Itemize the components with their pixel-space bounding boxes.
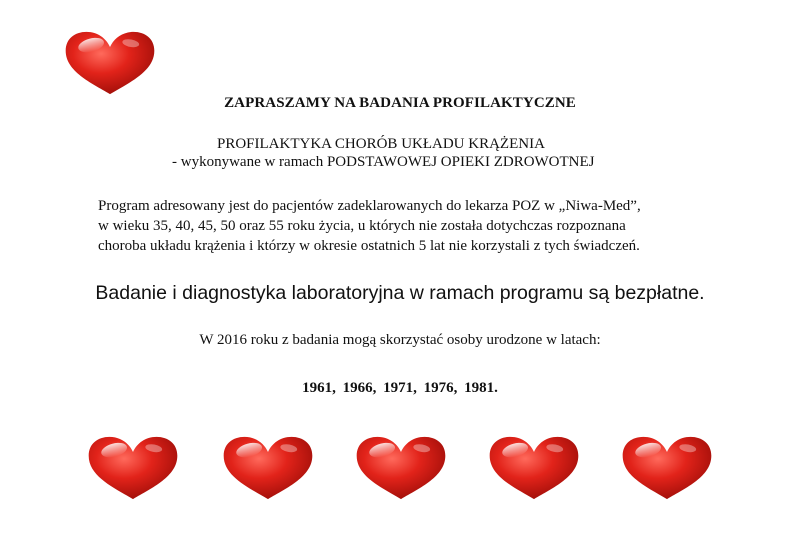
heart-icon	[619, 435, 715, 501]
birth-years: 1961, 1966, 1971, 1976, 1981.	[302, 380, 498, 396]
heart-icon	[220, 435, 316, 501]
heart-icon	[486, 435, 582, 501]
description-line: choroba układu krążenia i którzy w okresie ostatnich 5 lat nie korzystali z tych świadczeń.	[98, 238, 640, 254]
description-line: w wieku 35, 40, 45, 50 oraz 55 roku życia, u których nie została dotychczas rozpoznana	[98, 218, 626, 234]
page-heading: ZAPRASZAMY NA BADANIA PROFILAKTYCZNE	[224, 95, 576, 111]
heart-icon	[62, 30, 158, 96]
heart-icon	[353, 435, 449, 501]
free-notice: Badanie i diagnostyka laboratoryjna w ramach programu są bezpłatne.	[95, 282, 705, 304]
program-context: - wykonywane w ramach PODSTAWOWEJ OPIEKI ZDROWOTNEJ	[172, 154, 595, 170]
program-name: PROFILAKTYKA CHORÓB UKŁADU KRĄŻENIA	[217, 136, 545, 152]
description-line: Program adresowany jest do pacjentów zadeklarowanych do lekarza POZ w „Niwa-Med”,	[98, 198, 641, 214]
years-intro: W 2016 roku z badania mogą skorzystać osoby urodzone w latach:	[199, 332, 601, 348]
heart-icon	[85, 435, 181, 501]
